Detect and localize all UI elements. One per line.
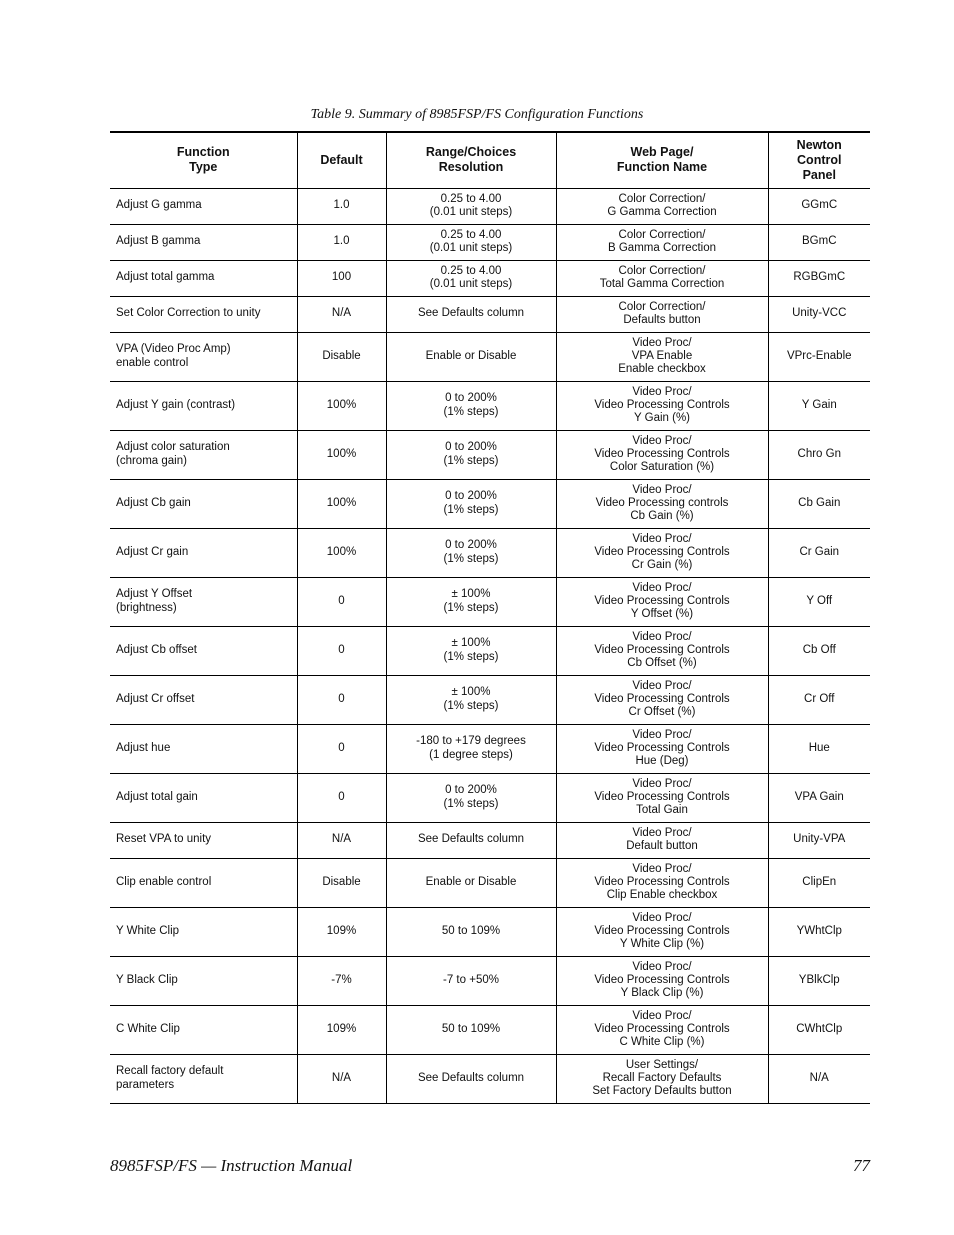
cell-function: Clip enable control	[110, 858, 297, 907]
cell-web-page: Video Proc/ Video Processing Controls Y Offset (%)	[556, 577, 768, 626]
cell-web-page: Video Proc/ Video Processing Controls Total Gain	[556, 773, 768, 822]
table-row	[110, 224, 870, 260]
cell-function: Adjust Cr offset	[110, 675, 297, 724]
cell-range: Enable or Disable	[386, 332, 556, 381]
table-row	[110, 296, 870, 332]
header-newton-control-panel: Newton Control Panel	[768, 132, 870, 188]
table-row	[110, 577, 870, 626]
cell-newton: Unity-VPA	[768, 822, 870, 858]
cell-web-page: Video Proc/ Video Processing controls Cb Gain (%)	[556, 479, 768, 528]
cell-web-page: Video Proc/ Video Processing Controls Cr Gain (%)	[556, 528, 768, 577]
cell-function: Set Color Correction to unity	[110, 296, 297, 332]
table-row	[110, 381, 870, 430]
cell-range: -180 to +179 degrees (1 degree steps)	[386, 724, 556, 773]
configuration-functions-table	[110, 131, 870, 1104]
cell-default: -7%	[297, 956, 386, 1005]
cell-function: Adjust Cb gain	[110, 479, 297, 528]
cell-default: N/A	[297, 1054, 386, 1103]
cell-web-page: Color Correction/ B Gamma Correction	[556, 224, 768, 260]
cell-default: 100	[297, 260, 386, 296]
cell-default: 0	[297, 626, 386, 675]
cell-range: 0 to 200% (1% steps)	[386, 773, 556, 822]
table-row	[110, 260, 870, 296]
cell-web-page: Color Correction/ G Gamma Correction	[556, 188, 768, 224]
table-row	[110, 858, 870, 907]
cell-range: 50 to 109%	[386, 1005, 556, 1054]
cell-range: See Defaults column	[386, 822, 556, 858]
page-number: 77	[853, 1156, 870, 1175]
cell-function: Adjust total gain	[110, 773, 297, 822]
cell-newton: GGmC	[768, 188, 870, 224]
cell-default: 100%	[297, 381, 386, 430]
cell-function: Adjust Y gain (contrast)	[110, 381, 297, 430]
cell-range: 50 to 109%	[386, 907, 556, 956]
cell-newton: Cr Gain	[768, 528, 870, 577]
cell-web-page: User Settings/ Recall Factory Defaults Set Factory Defaults button	[556, 1054, 768, 1103]
table-row	[110, 675, 870, 724]
cell-range: 0 to 200% (1% steps)	[386, 528, 556, 577]
cell-function: Adjust G gamma	[110, 188, 297, 224]
cell-default: 1.0	[297, 224, 386, 260]
cell-range: Enable or Disable	[386, 858, 556, 907]
cell-web-page: Video Proc/ VPA Enable Enable checkbox	[556, 332, 768, 381]
header-range-resolution: Range/Choices Resolution	[386, 132, 556, 188]
header-default: Default	[297, 132, 386, 188]
cell-web-page: Color Correction/ Total Gamma Correction	[556, 260, 768, 296]
cell-newton: YWhtClp	[768, 907, 870, 956]
cell-default: 0	[297, 724, 386, 773]
table-caption: Table 9. Summary of 8985FSP/FS Configuration Functions	[310, 107, 644, 122]
cell-web-page: Video Proc/ Video Processing Controls Y Black Clip (%)	[556, 956, 768, 1005]
cell-newton: ClipEn	[768, 858, 870, 907]
cell-default: N/A	[297, 822, 386, 858]
cell-web-page: Video Proc/ Video Processing Controls Cr Offset (%)	[556, 675, 768, 724]
cell-range: 0.25 to 4.00 (0.01 unit steps)	[386, 224, 556, 260]
cell-default: 109%	[297, 907, 386, 956]
cell-newton: Cb Off	[768, 626, 870, 675]
cell-newton: Unity-VCC	[768, 296, 870, 332]
header-function-type: Function Type	[110, 132, 297, 188]
cell-newton: Y Off	[768, 577, 870, 626]
cell-newton: CWhtClp	[768, 1005, 870, 1054]
cell-newton: YBlkClp	[768, 956, 870, 1005]
cell-range: ± 100% (1% steps)	[386, 577, 556, 626]
cell-range: ± 100% (1% steps)	[386, 626, 556, 675]
table-row	[110, 1054, 870, 1103]
cell-newton: Chro Gn	[768, 430, 870, 479]
footer-manual-title: 8985FSP/FS — Instruction Manual	[110, 1156, 353, 1175]
cell-range: -7 to +50%	[386, 956, 556, 1005]
cell-default: 0	[297, 773, 386, 822]
cell-default: N/A	[297, 296, 386, 332]
cell-default: 100%	[297, 528, 386, 577]
cell-default: Disable	[297, 332, 386, 381]
cell-web-page: Video Proc/ Video Processing Controls C White Clip (%)	[556, 1005, 768, 1054]
cell-default: 0	[297, 577, 386, 626]
cell-web-page: Video Proc/ Video Processing Controls Hue (Deg)	[556, 724, 768, 773]
cell-range: See Defaults column	[386, 1054, 556, 1103]
cell-range: See Defaults column	[386, 296, 556, 332]
cell-default: 109%	[297, 1005, 386, 1054]
cell-web-page: Video Proc/ Video Processing Controls Y Gain (%)	[556, 381, 768, 430]
cell-default: 1.0	[297, 188, 386, 224]
cell-function: Reset VPA to unity	[110, 822, 297, 858]
cell-function: Adjust B gamma	[110, 224, 297, 260]
cell-newton: Hue	[768, 724, 870, 773]
table-row	[110, 479, 870, 528]
cell-default: 100%	[297, 430, 386, 479]
cell-default: 0	[297, 675, 386, 724]
cell-web-page: Video Proc/ Video Processing Controls Clip Enable checkbox	[556, 858, 768, 907]
cell-range: 0 to 200% (1% steps)	[386, 430, 556, 479]
cell-range: 0.25 to 4.00 (0.01 unit steps)	[386, 188, 556, 224]
header-web-page-function-name: Web Page/ Function Name	[556, 132, 768, 188]
cell-newton: Cr Off	[768, 675, 870, 724]
table-header-row	[110, 132, 870, 188]
cell-web-page: Video Proc/ Video Processing Controls Y White Clip (%)	[556, 907, 768, 956]
cell-default: 100%	[297, 479, 386, 528]
table-row	[110, 724, 870, 773]
cell-newton: VPrc-Enable	[768, 332, 870, 381]
table-row	[110, 773, 870, 822]
cell-range: ± 100% (1% steps)	[386, 675, 556, 724]
cell-newton: Y Gain	[768, 381, 870, 430]
table-row	[110, 626, 870, 675]
cell-web-page: Video Proc/ Video Processing Controls Cb Offset (%)	[556, 626, 768, 675]
cell-function: Y Black Clip	[110, 956, 297, 1005]
table-row	[110, 956, 870, 1005]
cell-web-page: Video Proc/ Default button	[556, 822, 768, 858]
cell-range: 0 to 200% (1% steps)	[386, 381, 556, 430]
cell-web-page: Video Proc/ Video Processing Controls Color Saturation (%)	[556, 430, 768, 479]
cell-web-page: Color Correction/ Defaults button	[556, 296, 768, 332]
cell-range: 0 to 200% (1% steps)	[386, 479, 556, 528]
cell-function: VPA (Video Proc Amp) enable control	[110, 332, 297, 381]
cell-range: 0.25 to 4.00 (0.01 unit steps)	[386, 260, 556, 296]
table-row	[110, 907, 870, 956]
cell-newton: Cb Gain	[768, 479, 870, 528]
cell-function: Adjust Cr gain	[110, 528, 297, 577]
cell-default: Disable	[297, 858, 386, 907]
cell-function: C White Clip	[110, 1005, 297, 1054]
cell-newton: N/A	[768, 1054, 870, 1103]
cell-newton: BGmC	[768, 224, 870, 260]
cell-function: Adjust total gamma	[110, 260, 297, 296]
cell-newton: VPA Gain	[768, 773, 870, 822]
table-row	[110, 332, 870, 381]
cell-newton: RGBGmC	[768, 260, 870, 296]
table-row	[110, 188, 870, 224]
table-row	[110, 1005, 870, 1054]
cell-function: Adjust hue	[110, 724, 297, 773]
cell-function: Adjust Cb offset	[110, 626, 297, 675]
cell-function: Recall factory default parameters	[110, 1054, 297, 1103]
cell-function: Adjust Y Offset (brightness)	[110, 577, 297, 626]
cell-function: Adjust color saturation (chroma gain)	[110, 430, 297, 479]
cell-function: Y White Clip	[110, 907, 297, 956]
table-row	[110, 822, 870, 858]
table-row	[110, 430, 870, 479]
table-row	[110, 528, 870, 577]
